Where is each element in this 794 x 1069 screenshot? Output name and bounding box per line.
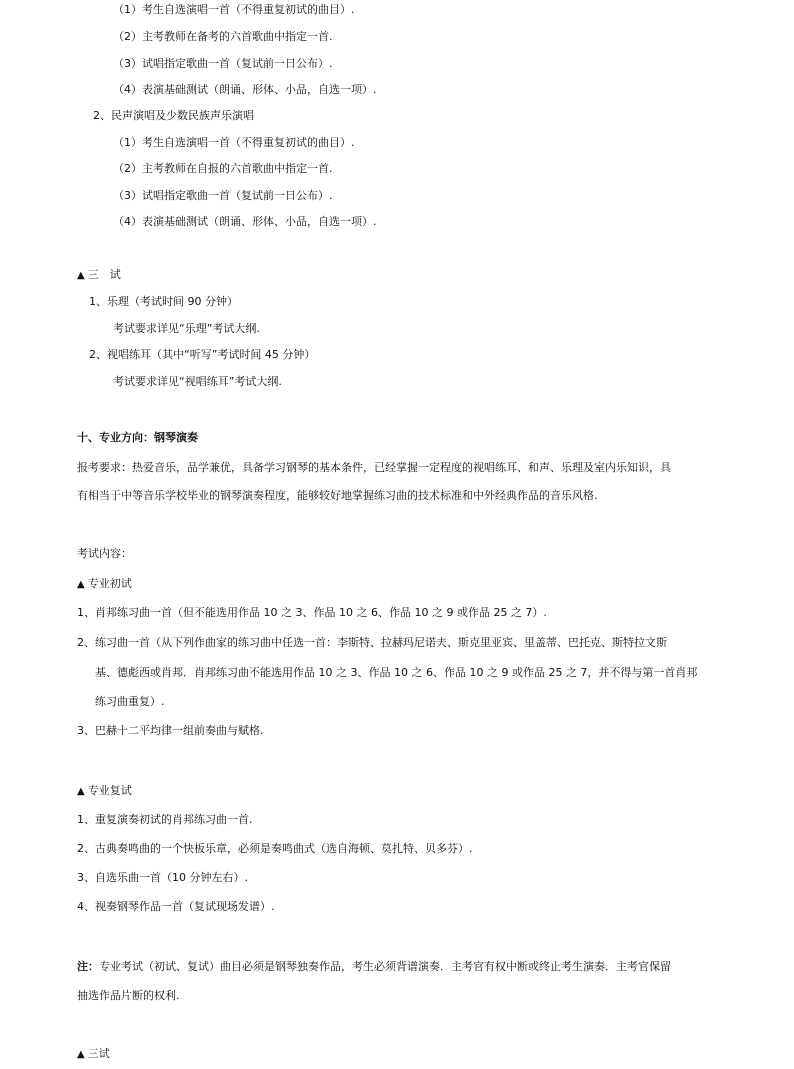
- list-item: 2、练习曲一首（从下列作曲家的练习曲中任选一首：李斯特、拉赫玛尼诺夫、斯克里亚宾、里盖蒂、巴托克、斯特拉文斯: [77, 636, 667, 649]
- list-item: 3、巴赫十二平均律一组前奏曲与赋格.: [77, 724, 264, 737]
- note-paragraph: [77, 961, 671, 972]
- list-item: （3）试唱指定歌曲一首（复试前一日公布）.: [113, 189, 333, 202]
- list-item: （2）主考教师在备考的六首歌曲中指定一首.: [113, 30, 333, 43]
- section-heading: [77, 269, 121, 281]
- requirement-text: 考试要求详见“乐理”考试大纲.: [113, 322, 260, 335]
- requirement-text: 考试要求详见“视唱练耳”考试大纲.: [113, 375, 282, 388]
- section-heading: [77, 785, 132, 797]
- list-item: （4）表演基础测试（朗诵、形体、小品，自选一项）.: [113, 215, 377, 228]
- paragraph-line: 报考要求：热爱音乐，品学兼优，具备学习钢琴的基本条件，已经掌握一定程度的视唱练耳、和声、乐理及室内乐知识，具: [77, 461, 671, 474]
- section-heading: [77, 578, 132, 590]
- section-heading: 2、民声演唱及少数民族声乐演唱: [93, 109, 254, 122]
- list-item: （4）表演基础测试（朗诵、形体、小品，自选一项）.: [113, 83, 377, 96]
- third-exam-title: 三试: [87, 1047, 110, 1060]
- section-heading: [77, 1048, 110, 1060]
- list-item: 2、视唱练耳（其中“听写”考试时间 45 分钟）: [89, 348, 316, 361]
- list-item: 3、自选乐曲一首（10 分钟左右）.: [77, 871, 248, 884]
- note-paragraph-continued: 抽选作品片断的权利.: [77, 989, 180, 1002]
- initial-exam-title: 专业初试: [87, 577, 132, 590]
- triangle-icon: ▲: [77, 786, 85, 797]
- third-exam-title: 三 试: [87, 268, 121, 281]
- list-item: 1、肖邦练习曲一首（但不能选用作品 10 之 3、作品 10 之 6、作品 10 之 9 或作品 25 之 7）.: [77, 606, 547, 619]
- list-item: 2、古典奏鸣曲的一个快板乐章，必须是奏鸣曲式（选自海顿、莫扎特、贝多芬）.: [77, 842, 473, 855]
- retest-title: 专业复试: [87, 784, 132, 797]
- list-item: 1、重复演奏初试的肖邦练习曲一首.: [77, 813, 253, 826]
- list-item: （2）主考教师在自报的六首歌曲中指定一首.: [113, 162, 333, 175]
- triangle-icon: ▲: [77, 1049, 85, 1060]
- note-label: 注：: [77, 960, 99, 973]
- list-item: 4、视奏钢琴作品一首（复试现场发谱）.: [77, 900, 275, 913]
- list-item: （1）考生自选演唱一首（不得重复初试的曲目）.: [113, 136, 355, 149]
- triangle-icon: ▲: [77, 579, 85, 590]
- triangle-icon: ▲: [77, 270, 85, 281]
- list-item-continued: 练习曲重复）.: [95, 695, 165, 708]
- list-item: （1）考生自选演唱一首（不得重复初试的曲目）.: [113, 3, 355, 16]
- content-label: 考试内容：: [77, 547, 132, 560]
- list-item: （3）试唱指定歌曲一首（复试前一日公布）.: [113, 57, 333, 70]
- list-item-continued: 基、德彪西或肖邦．肖邦练习曲不能选用作品 10 之 3、作品 10 之 6、作品 10 之 9 或作品 25 之 7，并不得与第一首肖邦: [95, 666, 698, 679]
- paragraph-line: 有相当于中等音乐学校毕业的钢琴演奏程度，能够较好地掌握练习曲的技术标准和中外经典作品的音乐风格.: [77, 489, 598, 502]
- page-title: 十、专业方向：钢琴演奏: [77, 431, 198, 444]
- list-item: 1、乐理（考试时间 90 分钟）: [89, 295, 238, 308]
- note-text: 专业考试（初试、复试）曲目必须是钢琴独奏作品，考生必须背谱演奏．主考官有权中断或终止考生演奏．主考官保留: [99, 960, 671, 973]
